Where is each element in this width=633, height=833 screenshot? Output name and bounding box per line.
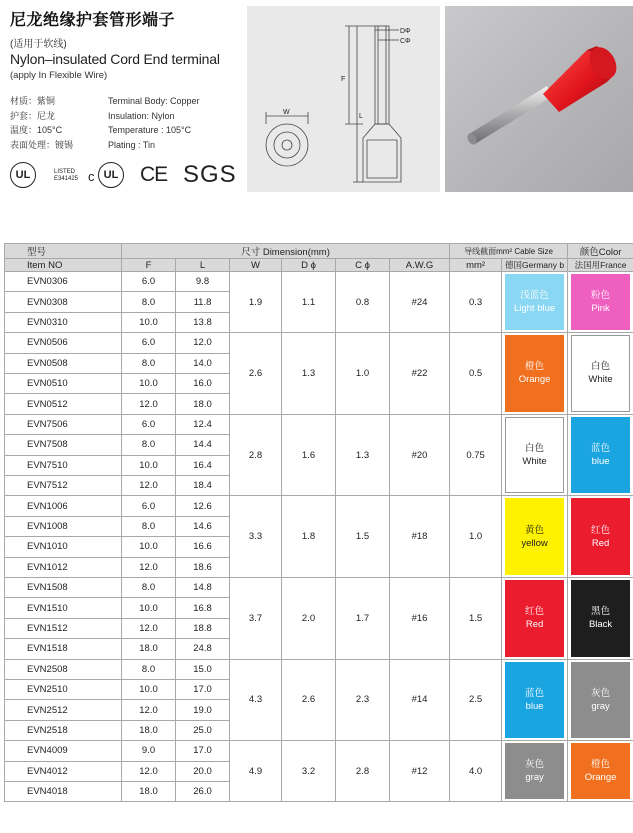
ul-listed-text xyxy=(54,169,78,183)
specification-table xyxy=(4,243,633,802)
spec-cn-insulation: 护套：尼龙 xyxy=(10,110,56,121)
color-name-en: blue xyxy=(591,456,610,468)
w-value-cell: 2.6 xyxy=(230,333,282,415)
germany-color-swatch xyxy=(505,580,564,657)
title-english: Nylon–insulated Cord End terminal xyxy=(10,51,220,67)
terminal-photo-illustration xyxy=(445,6,633,192)
l-value-cell: 12.0 xyxy=(176,333,230,353)
c-value-cell: 1.3 xyxy=(336,414,390,496)
item-no-cell: EVN0306 xyxy=(5,272,122,292)
item-no-cell: EVN1010 xyxy=(5,537,122,557)
item-no-cell: EVN4009 xyxy=(5,741,122,761)
header-l: L xyxy=(176,259,230,272)
header-dimension: 尺寸 Dimension(mm) xyxy=(122,244,450,259)
table-body xyxy=(5,272,633,802)
f-value-cell: 12.0 xyxy=(122,394,176,414)
color-name-cn: 红色 xyxy=(591,524,611,536)
f-value-cell: 10.0 xyxy=(122,679,176,699)
awg-value-cell: #16 xyxy=(390,577,450,659)
f-value-cell: 12.0 xyxy=(122,475,176,495)
item-no-cell: EVN4012 xyxy=(5,761,122,781)
certification-logos xyxy=(8,160,248,192)
f-value-cell: 10.0 xyxy=(122,537,176,557)
f-value-cell: 6.0 xyxy=(122,272,176,292)
france-color-swatch xyxy=(571,580,630,657)
l-value-cell: 18.8 xyxy=(176,618,230,638)
item-no-cell: EVN7506 xyxy=(5,414,122,434)
d-value-cell: 1.3 xyxy=(282,333,336,415)
france-color-cell xyxy=(568,659,633,741)
spec-cn-material: 材质：紫铜 xyxy=(10,96,56,106)
item-no-cell: EVN1008 xyxy=(5,516,122,536)
f-value-cell: 10.0 xyxy=(122,373,176,393)
subtitle-chinese: (适用于软线) xyxy=(10,39,67,50)
l-value-cell: 25.0 xyxy=(176,720,230,740)
listed-label: LISTED xyxy=(54,169,76,175)
label-f: F xyxy=(341,76,346,83)
label-c: CΦ xyxy=(400,38,411,45)
item-no-cell: EVN0310 xyxy=(5,312,122,332)
item-no-cell: EVN4018 xyxy=(5,781,122,801)
l-value-cell: 14.4 xyxy=(176,435,230,455)
l-value-cell: 13.8 xyxy=(176,312,230,332)
w-value-cell: 4.3 xyxy=(230,659,282,741)
france-color-swatch xyxy=(571,335,630,412)
l-value-cell: 14.8 xyxy=(176,577,230,597)
c-value-cell: 1.7 xyxy=(336,577,390,659)
color-name-en: Red xyxy=(525,619,544,631)
france-color-cell xyxy=(568,577,633,659)
c-value-cell: 1.0 xyxy=(336,333,390,415)
item-no-cell: EVN2508 xyxy=(5,659,122,679)
germany-color-swatch xyxy=(505,417,564,494)
color-name-cn: 红色 xyxy=(525,606,545,618)
f-value-cell: 12.0 xyxy=(122,761,176,781)
color-name-en: gray xyxy=(525,772,544,784)
specs-chinese xyxy=(10,94,73,152)
terminal-dimension-drawing xyxy=(247,6,440,192)
ul-file-number: E341425 xyxy=(54,176,79,182)
spec-en-material: Terminal Body: Copper xyxy=(108,96,200,106)
table-header-row-2 xyxy=(5,259,633,272)
germany-color-cell xyxy=(502,659,568,741)
table-row xyxy=(5,272,633,292)
product-header xyxy=(0,0,633,200)
c-value-cell: 1.5 xyxy=(336,496,390,578)
item-no-cell: EVN1508 xyxy=(5,577,122,597)
item-no-cell: EVN0512 xyxy=(5,394,122,414)
table-header-row-1 xyxy=(5,244,633,259)
f-value-cell: 10.0 xyxy=(122,312,176,332)
l-value-cell: 18.4 xyxy=(176,475,230,495)
table-row xyxy=(5,577,633,597)
w-value-cell: 2.8 xyxy=(230,414,282,496)
f-value-cell: 10.0 xyxy=(122,598,176,618)
f-value-cell: 10.0 xyxy=(122,455,176,475)
l-value-cell: 16.6 xyxy=(176,537,230,557)
f-value-cell: 9.0 xyxy=(122,741,176,761)
item-no-cell: EVN0308 xyxy=(5,292,122,312)
color-name-cn: 黄色 xyxy=(525,524,545,536)
product-photo xyxy=(445,6,633,192)
item-no-cell: EVN7512 xyxy=(5,475,122,495)
w-value-cell: 3.7 xyxy=(230,577,282,659)
f-value-cell: 18.0 xyxy=(122,781,176,801)
l-value-cell: 24.8 xyxy=(176,639,230,659)
germany-color-cell xyxy=(502,577,568,659)
color-name-cn: 橙色 xyxy=(591,759,611,771)
insulation-collar-outline xyxy=(363,124,401,182)
title-chinese: 尼龙绝缘护套管形端子 xyxy=(10,12,176,29)
awg-value-cell: #22 xyxy=(390,333,450,415)
d-value-cell: 1.6 xyxy=(282,414,336,496)
item-no-cell: EVN0510 xyxy=(5,373,122,393)
d-value-cell: 3.2 xyxy=(282,741,336,802)
germany-color-swatch xyxy=(505,662,564,739)
item-no-cell: EVN1012 xyxy=(5,557,122,577)
l-value-cell: 12.4 xyxy=(176,414,230,434)
color-name-en: White xyxy=(588,374,613,386)
spec-en-temperature: Temperature : 105°C xyxy=(108,125,192,135)
end-view-mid-circle xyxy=(274,132,300,158)
w-value-cell: 3.3 xyxy=(230,496,282,578)
spec-en-insulation: Insulation: Nylon xyxy=(108,110,175,121)
header-model-en: Item NO xyxy=(5,259,122,272)
color-name-en: White xyxy=(522,456,547,468)
photo-metal-tube xyxy=(469,86,553,144)
mm2-value-cell: 0.75 xyxy=(450,414,502,496)
l-value-cell: 18.0 xyxy=(176,394,230,414)
header-cable-size: 导线截面mm² Cable Size xyxy=(450,244,568,259)
f-value-cell: 12.0 xyxy=(122,557,176,577)
l-value-cell: 19.0 xyxy=(176,700,230,720)
mm2-value-cell: 4.0 xyxy=(450,741,502,802)
specs-english xyxy=(108,94,200,152)
d-value-cell: 1.1 xyxy=(282,272,336,333)
table-row xyxy=(5,659,633,679)
d-value-cell: 2.6 xyxy=(282,659,336,741)
f-value-cell: 8.0 xyxy=(122,577,176,597)
color-name-en: Black xyxy=(588,619,613,631)
color-name-cn: 灰色 xyxy=(525,759,545,771)
awg-value-cell: #14 xyxy=(390,659,450,741)
header-w: W xyxy=(230,259,282,272)
l-value-cell: 17.0 xyxy=(176,741,230,761)
color-name-en: Red xyxy=(591,537,610,549)
f-value-cell: 12.0 xyxy=(122,700,176,720)
end-view-outer-circle xyxy=(266,124,308,166)
item-no-cell: EVN2518 xyxy=(5,720,122,740)
france-color-cell xyxy=(568,333,633,415)
germany-color-swatch xyxy=(505,498,564,575)
header-awg: A.W.G xyxy=(390,259,450,272)
color-name-en: gray xyxy=(591,700,610,712)
l-value-cell: 26.0 xyxy=(176,781,230,801)
f-value-cell: 8.0 xyxy=(122,353,176,373)
table-row xyxy=(5,414,633,434)
header-mm2: mm² xyxy=(450,259,502,272)
l-value-cell: 11.8 xyxy=(176,292,230,312)
l-value-cell: 14.0 xyxy=(176,353,230,373)
item-no-cell: EVN7508 xyxy=(5,435,122,455)
france-color-cell xyxy=(568,496,633,578)
color-name-en: yellow xyxy=(521,537,548,549)
header-f: F xyxy=(122,259,176,272)
header-germany: 德国Germany b xyxy=(502,259,568,272)
mm2-value-cell: 1.0 xyxy=(450,496,502,578)
france-color-swatch xyxy=(571,662,630,739)
germany-color-cell xyxy=(502,333,568,415)
f-value-cell: 6.0 xyxy=(122,333,176,353)
c-value-cell: 0.8 xyxy=(336,272,390,333)
w-value-cell: 1.9 xyxy=(230,272,282,333)
ul-logo-icon: UL xyxy=(10,162,36,188)
end-view-inner-circle xyxy=(282,140,292,150)
l-value-cell: 12.6 xyxy=(176,496,230,516)
f-value-cell: 12.0 xyxy=(122,618,176,638)
mm2-value-cell: 0.5 xyxy=(450,333,502,415)
awg-value-cell: #12 xyxy=(390,741,450,802)
color-name-en: Orange xyxy=(584,772,617,784)
color-name-cn: 灰色 xyxy=(591,687,611,699)
germany-color-swatch xyxy=(505,743,564,799)
color-name-en: Orange xyxy=(518,374,551,386)
l-value-cell: 16.8 xyxy=(176,598,230,618)
metal-tube-outline xyxy=(375,26,389,124)
color-name-cn: 白色 xyxy=(591,361,611,373)
spec-en-plating: Plating : Tin xyxy=(108,139,156,150)
cul-c-mark: c xyxy=(88,169,95,184)
header-c: C ϕ xyxy=(336,259,390,272)
color-name-cn: 粉色 xyxy=(591,290,611,302)
header-color: 颜色Color xyxy=(568,244,633,259)
france-color-cell xyxy=(568,272,633,333)
l-value-cell: 16.4 xyxy=(176,455,230,475)
item-no-cell: EVN2512 xyxy=(5,700,122,720)
l-value-cell: 18.6 xyxy=(176,557,230,577)
item-no-cell: EVN1006 xyxy=(5,496,122,516)
mm2-value-cell: 0.3 xyxy=(450,272,502,333)
item-no-cell: EVN1518 xyxy=(5,639,122,659)
f-value-cell: 6.0 xyxy=(122,414,176,434)
f-value-cell: 8.0 xyxy=(122,292,176,312)
header-model-cn: 型号 xyxy=(5,244,122,259)
subtitle-english: (apply In Flexible Wire) xyxy=(10,70,108,81)
france-color-cell xyxy=(568,414,633,496)
f-value-cell: 6.0 xyxy=(122,496,176,516)
color-name-cn: 橙色 xyxy=(525,361,545,373)
germany-color-swatch xyxy=(505,335,564,412)
germany-color-cell xyxy=(502,741,568,802)
spec-cn-temperature: 温度：105°C xyxy=(10,125,63,135)
f-value-cell: 8.0 xyxy=(122,435,176,455)
item-no-cell: EVN2510 xyxy=(5,679,122,699)
table-row xyxy=(5,496,633,516)
w-value-cell: 4.9 xyxy=(230,741,282,802)
item-no-cell: EVN1510 xyxy=(5,598,122,618)
label-d: DΦ xyxy=(400,28,411,35)
l-value-cell: 17.0 xyxy=(176,679,230,699)
l-value-cell: 9.8 xyxy=(176,272,230,292)
item-no-cell: EVN7510 xyxy=(5,455,122,475)
germany-color-cell xyxy=(502,272,568,333)
sgs-logo-icon: SGS xyxy=(183,161,237,188)
color-name-cn: 蓝色 xyxy=(525,687,545,699)
color-name-cn: 白色 xyxy=(525,443,545,455)
table-row xyxy=(5,741,633,761)
d-value-cell: 2.0 xyxy=(282,577,336,659)
table-row xyxy=(5,333,633,353)
awg-value-cell: #20 xyxy=(390,414,450,496)
label-w: W xyxy=(283,109,290,116)
l-value-cell: 14.6 xyxy=(176,516,230,536)
france-color-swatch xyxy=(571,417,630,494)
awg-value-cell: #24 xyxy=(390,272,450,333)
f-value-cell: 8.0 xyxy=(122,659,176,679)
france-color-swatch xyxy=(571,743,630,799)
france-color-cell xyxy=(568,741,633,802)
germany-color-cell xyxy=(502,414,568,496)
item-no-cell: EVN0508 xyxy=(5,353,122,373)
header-france: 法国用France xyxy=(568,259,633,272)
color-name-en: blue xyxy=(525,700,544,712)
l-value-cell: 16.0 xyxy=(176,373,230,393)
color-name-cn: 浅蓝色 xyxy=(520,290,549,302)
france-color-swatch xyxy=(571,498,630,575)
ce-mark-icon: CE xyxy=(140,163,168,186)
germany-color-swatch xyxy=(505,274,564,330)
france-color-swatch xyxy=(571,274,630,330)
header-d: D ϕ xyxy=(282,259,336,272)
c-value-cell: 2.3 xyxy=(336,659,390,741)
item-no-cell: EVN1512 xyxy=(5,618,122,638)
f-value-cell: 18.0 xyxy=(122,639,176,659)
technical-drawing xyxy=(247,6,440,192)
color-name-en: Light blue xyxy=(513,303,556,315)
f-value-cell: 18.0 xyxy=(122,720,176,740)
f-value-cell: 8.0 xyxy=(122,516,176,536)
spec-cn-plating: 表面处理：镀锡 xyxy=(10,139,74,150)
label-l: L xyxy=(359,113,363,120)
germany-color-cell xyxy=(502,496,568,578)
awg-value-cell: #18 xyxy=(390,496,450,578)
l-value-cell: 20.0 xyxy=(176,761,230,781)
color-name-cn: 蓝色 xyxy=(591,443,611,455)
mm2-value-cell: 1.5 xyxy=(450,577,502,659)
d-value-cell: 1.8 xyxy=(282,496,336,578)
color-name-en: Pink xyxy=(591,303,610,315)
c-value-cell: 2.8 xyxy=(336,741,390,802)
mm2-value-cell: 2.5 xyxy=(450,659,502,741)
cul-logo-icon: UL xyxy=(98,162,124,188)
l-value-cell: 15.0 xyxy=(176,659,230,679)
color-name-cn: 黑色 xyxy=(591,606,611,618)
item-no-cell: EVN0506 xyxy=(5,333,122,353)
